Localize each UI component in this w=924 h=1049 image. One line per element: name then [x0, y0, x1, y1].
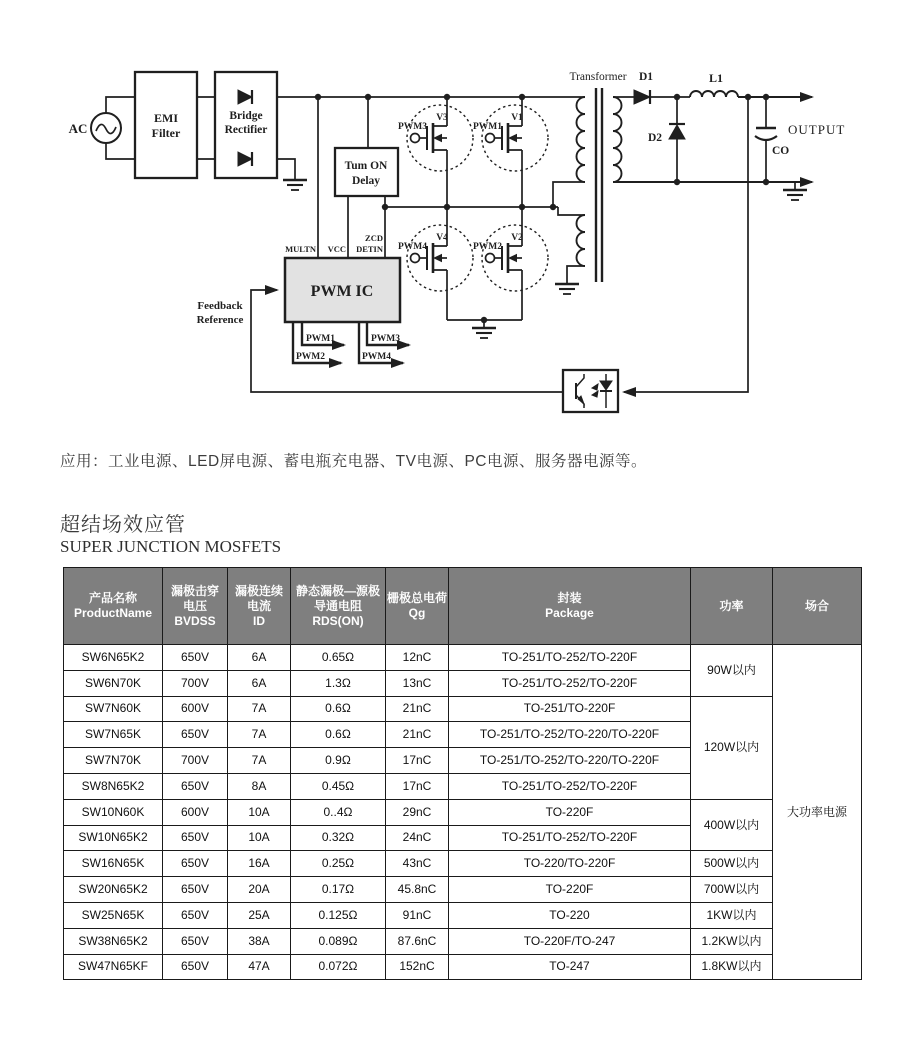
table-cell: 7A — [228, 696, 291, 722]
power-cell: 120W以内 — [691, 696, 773, 799]
table-cell: 21nC — [386, 696, 449, 722]
table-cell: SW6N65K2 — [64, 645, 163, 671]
ground-icon — [283, 180, 307, 190]
table-cell: 700V — [163, 748, 228, 774]
table-cell: 0.089Ω — [291, 928, 386, 954]
table-cell: 16A — [228, 851, 291, 877]
ground-icon — [555, 284, 579, 294]
table-cell: 650V — [163, 877, 228, 903]
table-cell: SW20N65K2 — [64, 877, 163, 903]
emi-filter-label: EMI — [154, 111, 178, 125]
svg-text:Reference: Reference — [196, 314, 244, 326]
circuit-diagram — [0, 0, 924, 440]
table-cell: 6A — [228, 645, 291, 671]
table-cell: 650V — [163, 851, 228, 877]
table-cell: TO-220/TO-220F — [449, 851, 691, 877]
table-cell: 8A — [228, 773, 291, 799]
table-cell: 20A — [228, 877, 291, 903]
table-row — [64, 928, 862, 954]
table-row — [64, 954, 862, 980]
table-cell: TO-220F — [449, 799, 691, 825]
table-cell: 0.17Ω — [291, 877, 386, 903]
table-row — [64, 851, 862, 877]
wires — [91, 88, 812, 392]
table-cell: TO-251/TO-252/TO-220F — [449, 773, 691, 799]
column-header: 封装 Package — [449, 568, 691, 645]
v3-label: V3 — [436, 113, 448, 123]
transformer-label: Transformer — [569, 71, 627, 83]
table-cell: 87.6nC — [386, 928, 449, 954]
table-cell: 152nC — [386, 954, 449, 980]
table-cell: TO-251/TO-220F — [449, 696, 691, 722]
table-cell: 24nC — [386, 825, 449, 851]
emi-filter-box — [135, 72, 197, 178]
pin-zcd-label: ZCD — [365, 233, 383, 243]
table-cell: 0.125Ω — [291, 902, 386, 928]
application-cell: 大功率电源 — [773, 645, 862, 980]
table-cell: TO-251/TO-252/TO-220F — [449, 670, 691, 696]
power-cell: 1KW以内 — [691, 902, 773, 928]
table-cell: 47A — [228, 954, 291, 980]
table-cell: SW47N65KF — [64, 954, 163, 980]
table-cell: 0.072Ω — [291, 954, 386, 980]
power-cell: 1.8KW以内 — [691, 954, 773, 980]
table-cell: 600V — [163, 799, 228, 825]
svg-text:Filter: Filter — [151, 126, 181, 140]
pin-vcc-label: VCC — [327, 244, 346, 254]
table-cell: SW7N70K — [64, 748, 163, 774]
table-cell: SW7N65K — [64, 722, 163, 748]
table-cell: 1.3Ω — [291, 670, 386, 696]
column-header: 栅极总电荷 Qg — [386, 568, 449, 645]
svg-text:Rectifier: Rectifier — [224, 124, 268, 136]
power-cell: 500W以内 — [691, 851, 773, 877]
co-label: CO — [772, 145, 790, 157]
turn-on-delay-box — [335, 148, 398, 196]
table-cell: 43nC — [386, 851, 449, 877]
output-label: OUTPUT — [788, 122, 846, 137]
table-header-row — [64, 568, 862, 645]
column-header: 漏极连续 电流 ID — [228, 568, 291, 645]
bridge-rectifier-label: Bridge — [229, 110, 263, 122]
ground-icon — [472, 328, 496, 338]
pwm2-output-label: PWM2 — [296, 352, 326, 362]
table-cell: 17nC — [386, 748, 449, 774]
power-cell: 700W以内 — [691, 877, 773, 903]
table-cell: SW8N65K2 — [64, 773, 163, 799]
table-cell: 0.65Ω — [291, 645, 386, 671]
table-cell: 12nC — [386, 645, 449, 671]
table-cell: SW25N65K — [64, 902, 163, 928]
diode-icon — [238, 90, 685, 166]
power-cell: 90W以内 — [691, 645, 773, 697]
table-cell: 29nC — [386, 799, 449, 825]
table-cell: TO-220 — [449, 902, 691, 928]
table-cell: TO-247 — [449, 954, 691, 980]
column-header: 场合 — [773, 568, 862, 645]
table-cell: SW38N65K2 — [64, 928, 163, 954]
column-header: 功率 — [691, 568, 773, 645]
table-cell: 0.9Ω — [291, 748, 386, 774]
table-cell: 7A — [228, 748, 291, 774]
table-cell: 0.6Ω — [291, 722, 386, 748]
d1-label: D1 — [638, 71, 654, 83]
table-cell: 0.45Ω — [291, 773, 386, 799]
table-cell: 10A — [228, 825, 291, 851]
table-row — [64, 799, 862, 825]
l1-label: L1 — [708, 71, 724, 85]
table-cell: 91nC — [386, 902, 449, 928]
table-cell: 7A — [228, 722, 291, 748]
column-header: 静态漏极—源极 导通电阻 RDS(ON) — [291, 568, 386, 645]
table-cell: SW10N65K2 — [64, 825, 163, 851]
capacitor-icon — [755, 128, 777, 140]
table-cell: 600V — [163, 696, 228, 722]
gate-pwm3-label: PWM3 — [397, 122, 427, 132]
table-cell: TO-251/TO-252/TO-220/TO-220F — [449, 722, 691, 748]
table-cell: SW6N70K — [64, 670, 163, 696]
svg-text:Delay: Delay — [351, 175, 381, 187]
d1-diode-icon — [634, 90, 650, 104]
table-cell: SW16N65K — [64, 851, 163, 877]
table-row — [64, 645, 862, 671]
table-cell: TO-220F/TO-247 — [449, 928, 691, 954]
table-cell: 700V — [163, 670, 228, 696]
table-cell: TO-251/TO-252/TO-220/TO-220F — [449, 748, 691, 774]
svg-text:DETIN: DETIN — [356, 244, 383, 254]
table-cell: 650V — [163, 722, 228, 748]
table-cell: TO-220F — [449, 877, 691, 903]
applications-text: 应用：工业电源、LED屏电源、蓄电瓶充电器、TV电源、PC电源、服务器电源等。 — [60, 453, 647, 470]
mosfet-table — [63, 567, 862, 980]
table-cell: SW10N60K — [64, 799, 163, 825]
v4-label: V4 — [436, 233, 448, 243]
table-cell: 6A — [228, 670, 291, 696]
table-cell: 650V — [163, 954, 228, 980]
table-cell: 10A — [228, 799, 291, 825]
table-row — [64, 902, 862, 928]
pwm4-output-label: PWM4 — [362, 352, 392, 362]
ground-icon — [783, 190, 807, 200]
table-cell: 650V — [163, 902, 228, 928]
section-title-en: SUPER JUNCTION MOSFETS — [60, 537, 282, 556]
table-cell: 25A — [228, 902, 291, 928]
table-cell: TO-251/TO-252/TO-220F — [449, 825, 691, 851]
column-header: 漏极击穿 电压 BVDSS — [163, 568, 228, 645]
table-cell: SW7N60K — [64, 696, 163, 722]
table-cell: 650V — [163, 645, 228, 671]
v2-label: V2 — [511, 233, 523, 243]
pin-multn-label: MULTN — [285, 244, 316, 254]
gate-pwm1-label: PWM1 — [472, 122, 502, 132]
table-cell: 21nC — [386, 722, 449, 748]
table-cell: 650V — [163, 825, 228, 851]
feedback-reference-label: Feedback — [197, 300, 243, 312]
gate-pwm2-label: PWM2 — [472, 242, 502, 252]
power-cell: 1.2KW以内 — [691, 928, 773, 954]
pwm1-output-label: PWM1 — [306, 334, 336, 344]
gate-pwm4-label: PWM4 — [397, 242, 427, 252]
table-cell: 17nC — [386, 773, 449, 799]
table-cell: 45.8nC — [386, 877, 449, 903]
table-cell: 650V — [163, 928, 228, 954]
table-cell: 0.25Ω — [291, 851, 386, 877]
turn-on-delay-label: Tum ON — [344, 160, 388, 172]
column-header: 产品名称 ProductName — [64, 568, 163, 645]
table-cell: 38A — [228, 928, 291, 954]
pwm-ic-label: PWM IC — [310, 283, 374, 300]
table-cell: 0.6Ω — [291, 696, 386, 722]
table-cell: 0..4Ω — [291, 799, 386, 825]
d2-label: D2 — [647, 132, 662, 144]
power-cell: 400W以内 — [691, 799, 773, 851]
section-title-zh: 超结场效应管 — [60, 514, 186, 536]
pwm3-output-label: PWM3 — [371, 334, 401, 344]
table-cell: 650V — [163, 773, 228, 799]
table-cell: 0.32Ω — [291, 825, 386, 851]
table-row — [64, 696, 862, 722]
ac-label: AC — [68, 121, 88, 136]
table-cell: TO-251/TO-252/TO-220F — [449, 645, 691, 671]
table-row — [64, 877, 862, 903]
v1-label: V1 — [511, 113, 523, 123]
table-cell: 13nC — [386, 670, 449, 696]
